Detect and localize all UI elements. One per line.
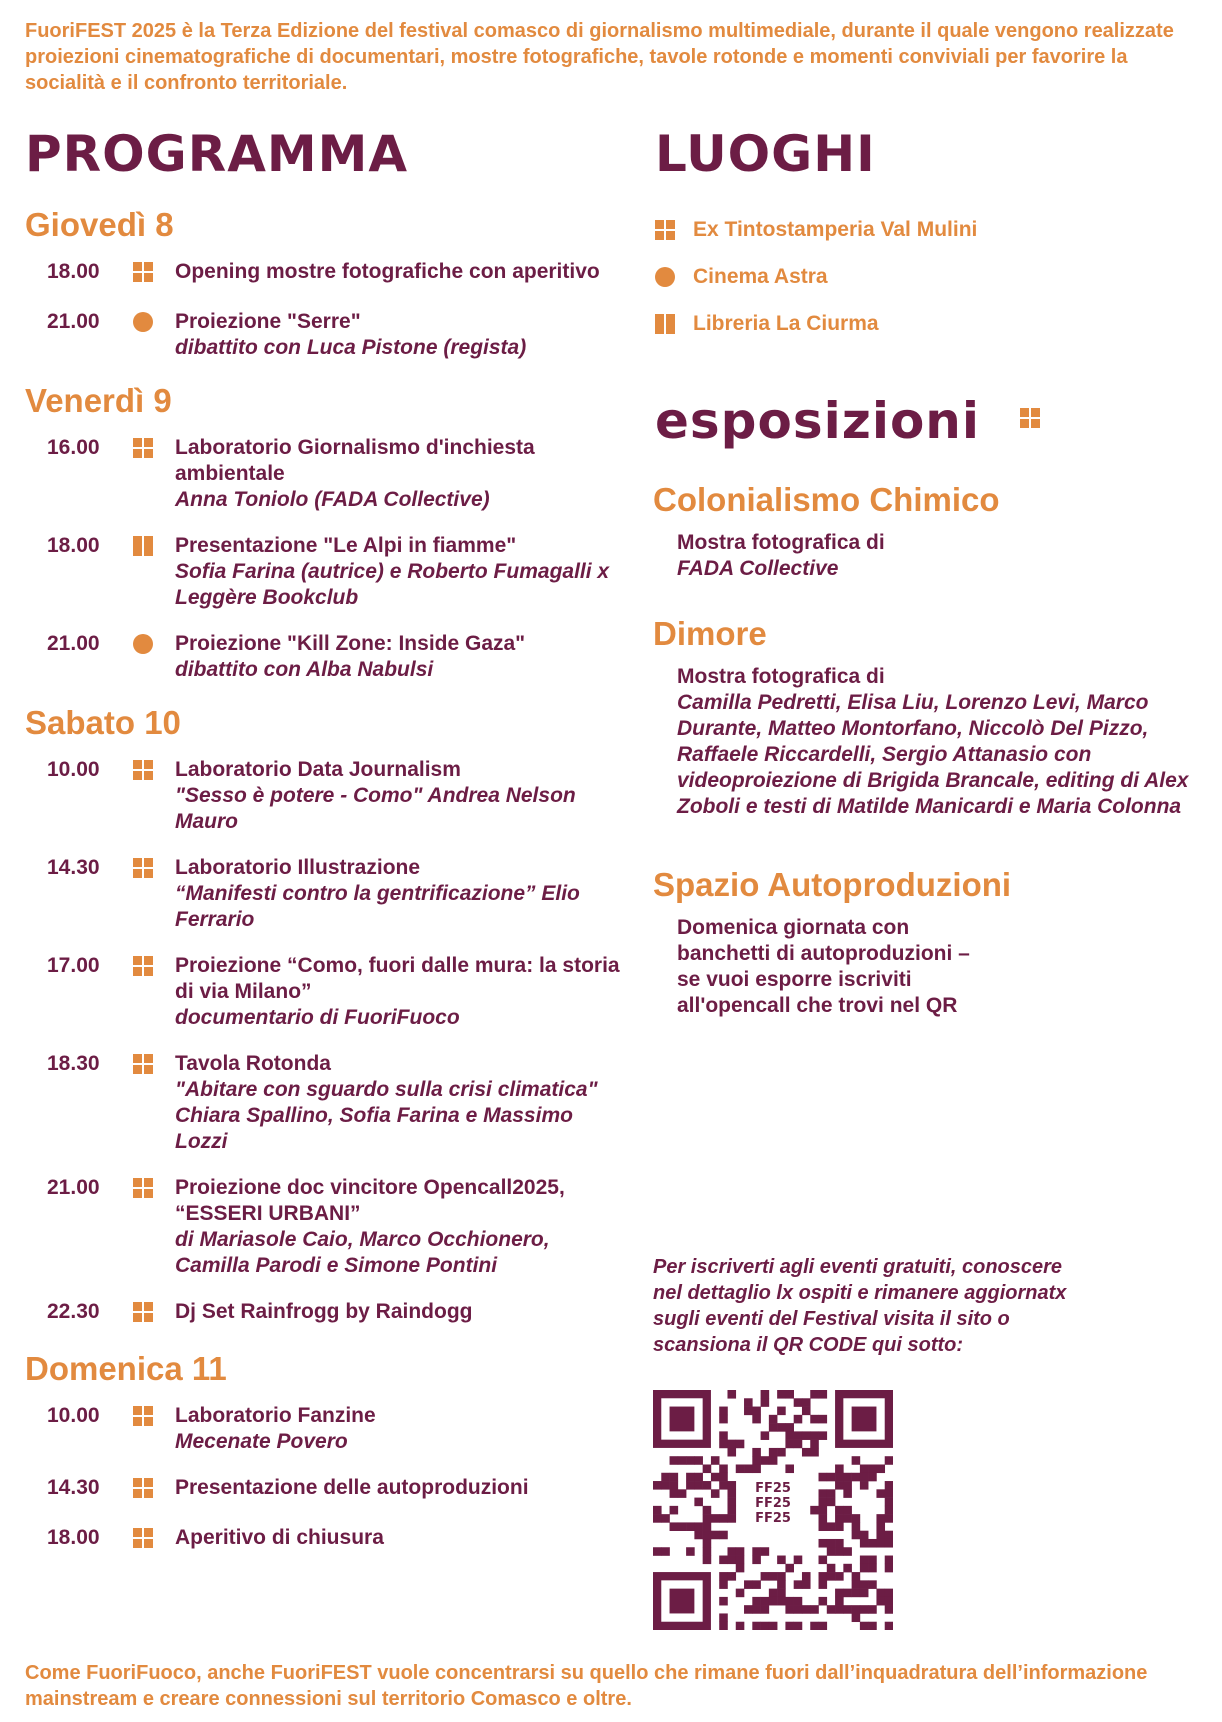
squares-icon <box>133 1478 153 1498</box>
expo-intro: Domenica giornata con banchetti di autoproduzioni – se vuoi esporre iscriviti all'opencall che trovi nel QR <box>677 916 970 1017</box>
event-title: Proiezione doc vincitore Opencall2025, “ESSERI URBANI” <box>175 1176 565 1225</box>
event-time: 17.00 <box>47 954 100 977</box>
event-row <box>25 1051 625 1155</box>
event-row <box>25 855 625 933</box>
event-row <box>25 953 625 1031</box>
event-subtitle: Mecenate Povero <box>175 1430 348 1453</box>
day-heading: Venerdì 9 <box>25 382 172 419</box>
event-row <box>25 259 625 289</box>
outro-text: Come FuoriFuoco, anche FuoriFEST vuole concentrarsi su quello che rimane fuori dall’inquadratura dell’informazione mainstream e creare connessioni sul territorio Comasco e oltre. <box>25 1662 1148 1710</box>
squares-icon <box>133 760 153 780</box>
event-subtitle: di Mariasole Caio, Marco Occhionero, Camilla Parodi e Simone Pontini <box>175 1228 550 1277</box>
day-heading: Sabato 10 <box>25 704 181 741</box>
event-subtitle: dibattito con Alba Nabulsi <box>175 658 434 681</box>
expo-intro: Mostra fotografica di <box>677 665 885 688</box>
intro-text: FuoriFEST 2025 è la Terza Edizione del festival comasco di giornalismo multimediale, durante il quale vengono realizzate proiezioni cinematografiche di documentari, mostre fotografiche, tavole rotonde e momenti conviviali per favorire la socialità e il confronto territoriale. <box>25 20 1174 94</box>
event-title: Proiezione "Serre" <box>175 310 361 333</box>
squares-icon <box>1020 408 1040 428</box>
event-time: 14.30 <box>47 1476 100 1499</box>
event-row <box>25 1299 625 1329</box>
expo-intro: Mostra fotografica di <box>677 531 885 554</box>
event-row <box>25 1403 625 1455</box>
event-time: 18.00 <box>47 260 100 283</box>
expo-title: Spazio Autoproduzioni <box>653 866 1012 903</box>
place-label: Libreria La Ciurma <box>693 311 879 335</box>
squares-icon <box>133 1302 153 1322</box>
event-time: 16.00 <box>47 436 100 459</box>
event-title: Proiezione “Como, fuori dalle mura: la storia di via Milano” <box>175 954 620 1003</box>
expo-detail: FADA Collective <box>677 557 839 580</box>
event-subtitle: dibattito con Luca Pistone (regista) <box>175 336 527 359</box>
event-time: 21.00 <box>47 632 100 655</box>
event-time: 18.00 <box>47 534 100 557</box>
info-text: Per iscriverti agli eventi gratuiti, conoscere nel dettaglio lx ospiti e rimanere aggiornatx sugli eventi del Festival visita il sito o scansiona il QR CODE qui sotto: <box>653 1256 1067 1356</box>
event-time: 10.00 <box>47 758 100 781</box>
event-time: 22.30 <box>47 1300 100 1323</box>
expo-detail: Camilla Pedretti, Elisa Liu, Lorenzo Levi, Marco Durante, Matteo Montorfano, Niccolò Del Pizzo, Raffaele Riccardelli, Sergio Attanasio con videoproiezione di Brigida Brancale, editing di Alex Zoboli e testi di Matilde Manicardi e Maria Colonna <box>677 691 1189 818</box>
event-time: 21.00 <box>47 310 100 333</box>
event-time: 18.30 <box>47 1052 100 1075</box>
day-heading: Giovedì 8 <box>25 206 174 243</box>
event-subtitle: "Abitare con sguardo sulla crisi climatica" Chiara Spallino, Sofia Farina e Massimo Lozzi <box>175 1078 598 1153</box>
squares-icon <box>133 956 153 976</box>
event-row <box>25 309 625 361</box>
luoghi-heading: LUOGHI <box>655 125 876 183</box>
event-row <box>25 533 625 611</box>
event-title: Opening mostre fotografiche con aperitivo <box>175 260 600 283</box>
place-item <box>655 309 977 336</box>
circle-icon <box>655 267 675 287</box>
place-item <box>655 262 977 289</box>
event-subtitle: "Sesso è potere - Como" Andrea Nelson Mauro <box>175 784 576 833</box>
event-row <box>25 1525 625 1555</box>
qr-center-label: FF25 <box>755 1511 791 1526</box>
event-time: 18.00 <box>47 1526 100 1549</box>
bars-icon <box>655 314 675 334</box>
event-time: 14.30 <box>47 856 100 879</box>
squares-icon <box>133 438 153 458</box>
event-row <box>25 1175 625 1279</box>
expo-colonialismo <box>653 480 1213 582</box>
event-row <box>25 631 625 683</box>
event-time: 21.00 <box>47 1176 100 1199</box>
event-row <box>25 435 625 513</box>
event-subtitle: documentario di FuoriFuoco <box>175 1006 460 1029</box>
event-title: Laboratorio Data Journalism <box>175 758 461 781</box>
squares-icon <box>133 262 153 282</box>
bars-icon <box>133 536 153 556</box>
event-title: Tavola Rotonda <box>175 1052 331 1075</box>
event-title: Dj Set Rainfrogg by Raindogg <box>175 1300 473 1323</box>
event-title: Laboratorio Fanzine <box>175 1404 376 1427</box>
event-row <box>25 757 625 835</box>
place-item <box>655 215 977 242</box>
expo-dimore <box>653 614 1213 820</box>
expo-autoproduzioni <box>653 865 1213 1019</box>
expo-title: Dimore <box>653 615 767 652</box>
programma-list <box>25 205 625 1575</box>
esposizioni-heading: esposizioni <box>655 392 981 450</box>
squares-icon <box>133 1178 153 1198</box>
event-subtitle: Anna Toniolo (FADA Collective) <box>175 488 490 511</box>
squares-icon <box>133 1054 153 1074</box>
squares-icon <box>133 1528 153 1548</box>
squares-icon <box>133 1406 153 1426</box>
luoghi-list <box>655 215 977 356</box>
event-title: Presentazione "Le Alpi in fiamme" <box>175 534 517 557</box>
event-title: Laboratorio Illustrazione <box>175 856 421 879</box>
expo-title: Colonialismo Chimico <box>653 481 1000 518</box>
qr-center-label: FF25 <box>755 1481 791 1496</box>
event-title: Laboratorio Giornalismo d'inchiesta ambientale <box>175 436 535 485</box>
circle-icon <box>133 634 153 654</box>
event-row <box>25 1475 625 1505</box>
event-subtitle: Sofia Farina (autrice) e Roberto Fumagalli x Leggère Bookclub <box>175 560 610 609</box>
day-heading: Domenica 11 <box>25 1350 227 1387</box>
qr-code[interactable] <box>653 1390 893 1630</box>
circle-icon <box>133 312 153 332</box>
qr-center-label: FF25 <box>755 1496 791 1511</box>
event-title: Presentazione delle autoproduzioni <box>175 1476 529 1499</box>
place-label: Cinema Astra <box>693 264 828 288</box>
squares-icon <box>133 858 153 878</box>
event-time: 10.00 <box>47 1404 100 1427</box>
event-title: Aperitivo di chiusura <box>175 1526 384 1549</box>
squares-icon <box>655 220 675 240</box>
event-subtitle: “Manifesti contro la gentrificazione” Elio Ferrario <box>175 882 580 931</box>
event-title: Proiezione "Kill Zone: Inside Gaza" <box>175 632 526 655</box>
programma-heading: PROGRAMMA <box>25 125 409 183</box>
place-label: Ex Tintostamperia Val Mulini <box>693 217 978 241</box>
